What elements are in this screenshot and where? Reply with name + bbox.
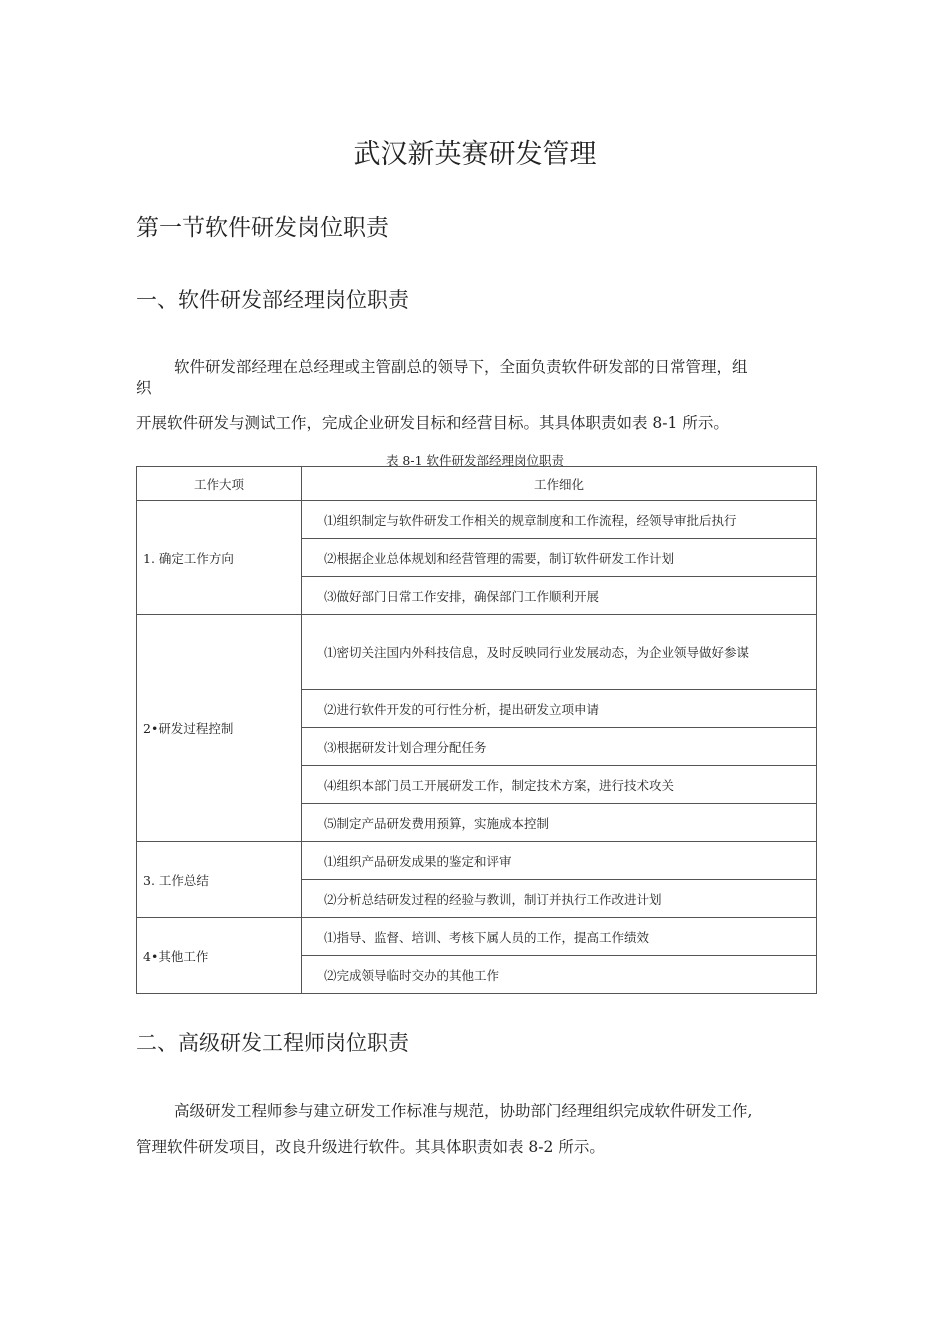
table-row — [137, 842, 817, 880]
detail-cell: ⑵根据企业总体规划和经营管理的需要，制订软件研发工作计划 — [302, 539, 817, 577]
subsection-title-1: 一、软件研发部经理岗位职责 — [136, 288, 409, 312]
detail-cell: ⑵分析总结研发过程的经验与教训，制订并执行工作改进计划 — [302, 880, 817, 918]
table-row — [137, 501, 817, 539]
section-title: 第一节软件研发岗位职责 — [136, 215, 389, 241]
paragraph-1-line-2: 开展软件研发与测试工作，完成企业研发目标和经营目标。其具体职责如表 8-1 所示。 — [136, 414, 729, 432]
detail-cell: ⑶根据研发计划合理分配任务 — [302, 728, 817, 766]
detail-cell: ⑴组织产品研发成果的鉴定和评审 — [302, 842, 817, 880]
table-caption: 表 8-1 软件研发部经理岗位职责 — [385, 453, 565, 468]
duty-table — [136, 466, 817, 994]
detail-cell: ⑴组织制定与软件研发工作相关的规章制度和工作流程，经领导审批后执行 — [302, 501, 817, 539]
detail-cell: ⑷组织本部门员工开展研发工作，制定技术方案，进行技术攻关 — [302, 766, 817, 804]
detail-cell: ⑵完成领导临时交办的其他工作 — [302, 956, 817, 994]
detail-cell: ⑴指导、监督、培训、考核下属人员的工作，提高工作绩效 — [302, 918, 817, 956]
detail-cell: ⑸制定产品研发费用预算，实施成本控制 — [302, 804, 817, 842]
category-cell: 3. 工作总结 — [137, 842, 302, 918]
category-cell: 2•研发过程控制 — [137, 615, 302, 842]
paragraph-1-line-1: 软件研发部经理在总经理或主管副总的领导下，全面负责软件研发部的日常管理，组 — [174, 358, 748, 376]
table-row — [137, 615, 817, 690]
category-cell: 4•其他工作 — [137, 918, 302, 994]
table-row — [137, 918, 817, 956]
header-category: 工作大项 — [137, 467, 302, 501]
paragraph-2-line-1: 高级研发工程师参与建立研发工作标准与规范，协助部门经理组织完成软件研发工作, — [174, 1102, 753, 1120]
category-cell: 1. 确定工作方向 — [137, 501, 302, 615]
detail-cell: ⑴密切关注国内外科技信息，及时反映同行业发展动态，为企业领导做好参谋 — [302, 615, 817, 690]
detail-cell: ⑶做好部门日常工作安排，确保部门工作顺利开展 — [302, 577, 817, 615]
header-detail: 工作细化 — [302, 467, 817, 501]
document-title: 武汉新英赛研发管理 — [353, 139, 597, 170]
paragraph-2-line-2: 管理软件研发项目，改良升级进行软件。其具体职责如表 8-2 所示。 — [136, 1138, 605, 1156]
paragraph-1-line-1b: 织 — [136, 379, 152, 397]
detail-cell: ⑵进行软件开发的可行性分析，提出研发立项申请 — [302, 690, 817, 728]
table-header-row — [137, 467, 817, 501]
subsection-title-2: 二、高级研发工程师岗位职责 — [136, 1031, 409, 1055]
